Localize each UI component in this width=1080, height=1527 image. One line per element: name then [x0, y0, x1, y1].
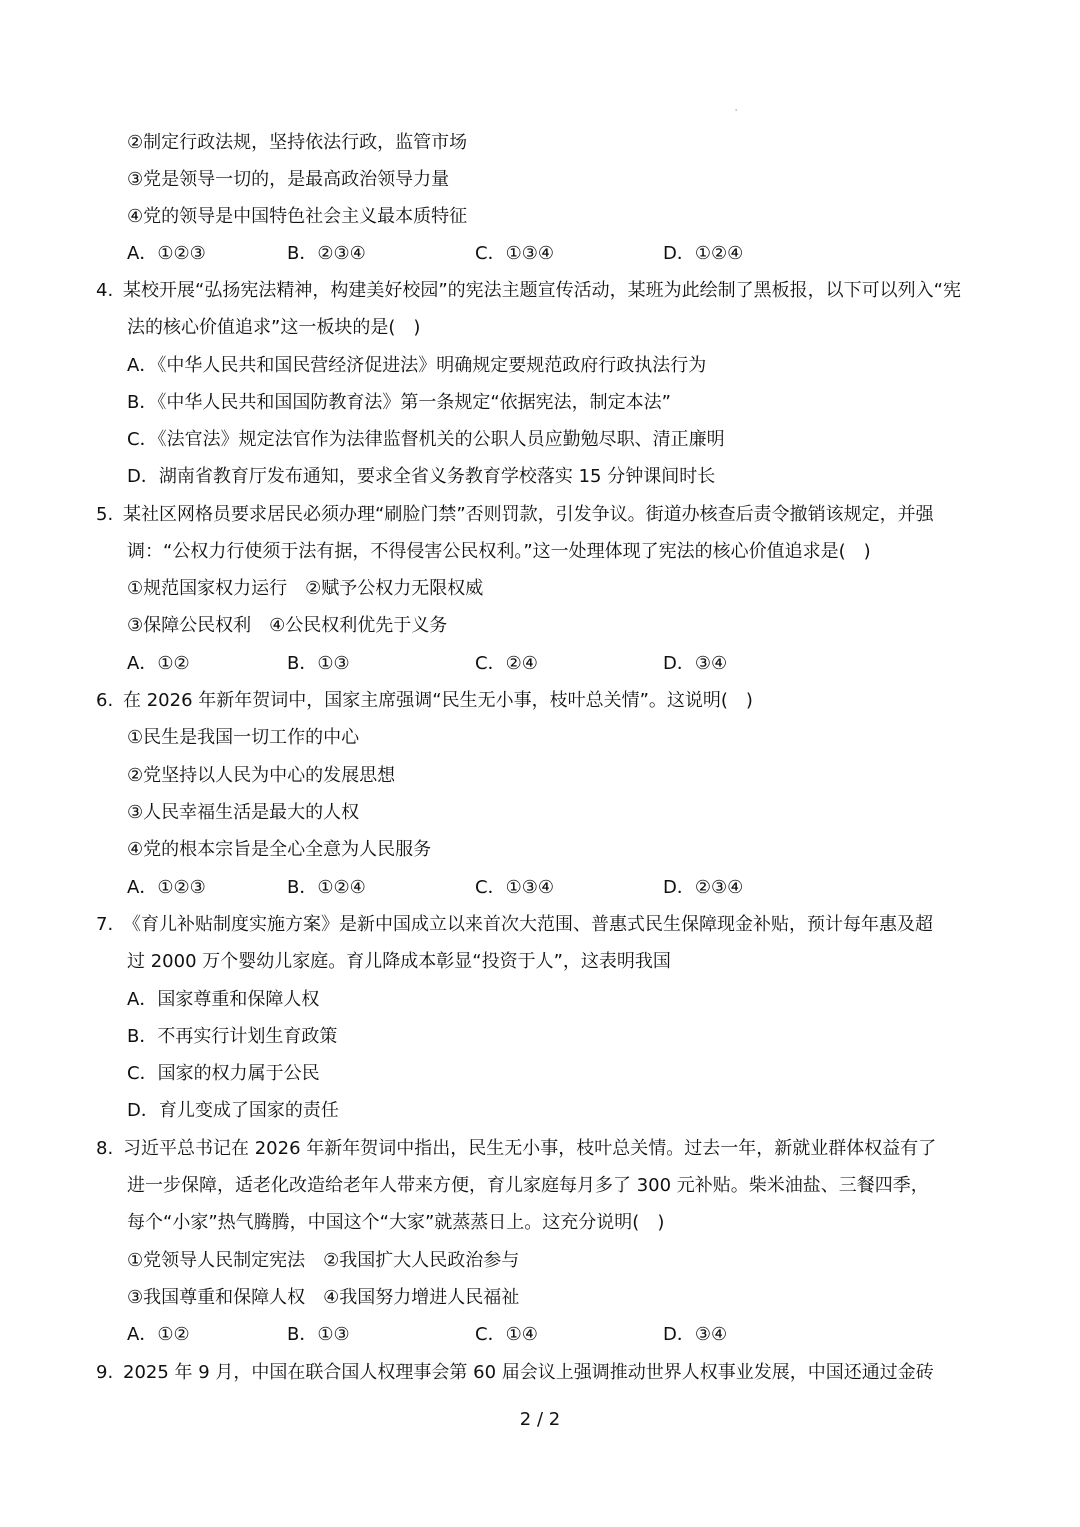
q8-stem-line2: 进一步保障，适老化改造给老年人带来方便，育儿家庭每月多了 300 元补贴。柴米油盐、三餐四季， — [127, 1175, 929, 1196]
q8-stem-line1: 习近平总书记在 2026 年新年贺词中指出，民生无小事，枝叶总关情。过去一年，新就业群体权益有了 — [123, 1138, 937, 1159]
q5-option-c: C．②④ — [475, 653, 538, 674]
q5-option-d: D．③④ — [663, 653, 728, 674]
q4-stem-line2: 法的核心价值追求”这一板块的是( ) — [127, 317, 421, 338]
q4-option-c: C．《法官法》规定法官作为法律监督机关的公职人员应勤勉尽职、清正廉明 — [127, 429, 725, 450]
q4-number: 4. — [96, 280, 114, 301]
q7-option-b: B．不再实行计划生育政策 — [127, 1026, 338, 1047]
q7-stem-line1: 《育儿补贴制度实施方案》是新中国成立以来首次大范围、普惠式民生保障现金补贴，预计每年惠及超 — [123, 914, 933, 935]
q8-number: 8. — [96, 1138, 114, 1159]
q7-number: 7. — [96, 914, 114, 935]
q3-option-a: A．①②③ — [127, 243, 206, 264]
q7-option-c: C．国家的权力属于公民 — [127, 1063, 320, 1084]
q3-item-3: ③党是领导一切的，是最高政治领导力量 — [127, 169, 450, 190]
q8-stem-line3: 每个“小家”热气腾腾，中国这个“大家”就蒸蒸日上。这充分说明( ) — [127, 1212, 665, 1233]
q7-option-d: D．育儿变成了国家的责任 — [127, 1100, 339, 1121]
q3-option-c: C．①③④ — [475, 243, 554, 264]
q7-stem-line2: 过 2000 万个婴幼儿家庭。育儿降成本彰显“投资于人”，这表明我国 — [127, 951, 671, 972]
q5-items-row2: ③保障公民权利 ④公民权利优先于义务 — [127, 615, 448, 636]
q6-option-d: D．②③④ — [663, 877, 744, 898]
q6-option-c: C．①③④ — [475, 877, 554, 898]
q5-items-row1: ①规范国家权力运行 ②赋予公权力无限权威 — [127, 578, 484, 599]
q4-option-d: D．湖南省教育厅发布通知，要求全省义务教育学校落实 15 分钟课间时长 — [127, 466, 716, 487]
page-number: 2 / 2 — [519, 1409, 561, 1430]
q4-option-a: A．《中华人民共和国民营经济促进法》明确规定要规范政府行政执法行为 — [127, 355, 707, 376]
q8-option-d: D．③④ — [663, 1324, 728, 1345]
q5-option-b: B．①③ — [287, 653, 350, 674]
q6-stem-line1: 在 2026 年新年贺词中，国家主席强调“民生无小事，枝叶总关情”。这说明( ) — [123, 690, 753, 711]
q5-number: 5. — [96, 504, 114, 525]
q8-option-c: C．①④ — [475, 1324, 538, 1345]
q3-option-d: D．①②④ — [663, 243, 744, 264]
q4-option-b: B．《中华人民共和国国防教育法》第一条规定“依据宪法，制定本法” — [127, 392, 671, 413]
q8-option-b: B．①③ — [287, 1324, 350, 1345]
q3-item-4: ④党的领导是中国特色社会主义最本质特征 — [127, 206, 468, 227]
q8-items-row1: ①党领导人民制定宪法 ②我国扩大人民政治参与 — [127, 1250, 520, 1271]
q6-option-a: A．①②③ — [127, 877, 206, 898]
q5-option-a: A．①② — [127, 653, 190, 674]
q9-number: 9. — [96, 1362, 114, 1383]
scan-speck: ' — [735, 108, 738, 117]
q7-option-a: A．国家尊重和保障人权 — [127, 989, 320, 1010]
q4-stem-line1: 某校开展“弘扬宪法精神，构建美好校园”的宪法主题宣传活动，某班为此绘制了黑板报，以下可以列入“宪 — [123, 280, 961, 301]
q3-item-2: ②制定行政法规，坚持依法行政，监管市场 — [127, 132, 468, 153]
q6-item-1: ①民生是我国一切工作的中心 — [127, 727, 360, 748]
q3-option-b: B．②③④ — [287, 243, 366, 264]
q6-option-b: B．①②④ — [287, 877, 366, 898]
q8-items-row2: ③我国尊重和保障人权 ④我国努力增进人民福祉 — [127, 1287, 520, 1308]
q9-stem-line1: 2025 年 9 月，中国在联合国人权理事会第 60 届会议上强调推动世界人权事业发展，中国还通过金砖 — [123, 1362, 934, 1383]
q6-number: 6. — [96, 690, 114, 711]
q8-option-a: A．①② — [127, 1324, 190, 1345]
q5-stem-line1: 某社区网格员要求居民必须办理“刷脸门禁”否则罚款，引发争议。街道办核查后责令撤销该规定，并强 — [123, 504, 934, 525]
q6-item-3: ③人民幸福生活是最大的人权 — [127, 802, 360, 823]
q6-item-2: ②党坚持以人民为中心的发展思想 — [127, 765, 396, 786]
q5-stem-line2: 调：“公权力行使须于法有据，不得侵害公民权利。”这一处理体现了宪法的核心价值追求是( ) — [127, 541, 871, 562]
q6-item-4: ④党的根本宗旨是全心全意为人民服务 — [127, 839, 432, 860]
